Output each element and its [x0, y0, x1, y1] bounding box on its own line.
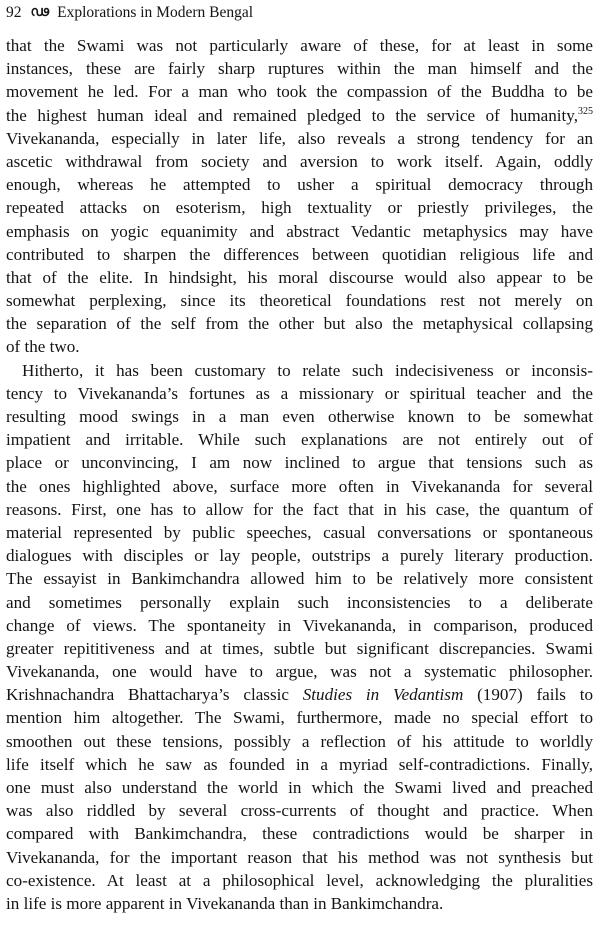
text-line: movement he led. For a man who took the compassion of the Buddha to be [6, 82, 593, 102]
text-line: impatient and irritable. While such explanations are not entirely out of [6, 430, 593, 450]
text-line: tency to Vivekananda’s fortunes as a missionary or spiritual teacher and the [6, 383, 593, 403]
ornament-glyph: ഢ [30, 5, 50, 20]
body-text [6, 34, 593, 915]
text-line: that the Swami was not particularly aware of these, for at least in some [6, 36, 593, 55]
line-text: (1907) fails to [463, 685, 593, 705]
page-number: 92 [6, 4, 22, 21]
text-line: instances, these are fairly sharp ruptures within the man himself and the [6, 59, 593, 79]
text-line: change of views. The spontaneity in Vivekananda, in comparison, produced [6, 615, 593, 635]
text-line: repeated attacks on esoterism, high textuality or priestly privileges, the [6, 198, 593, 218]
text-line: was also riddled by several cross-currents of thought and practice. When [6, 801, 593, 821]
text-line: somewhat perplexing, since its theoretical foundations rest not merely on [6, 291, 593, 311]
text-line [6, 104, 593, 127]
text-line: that of the elite. In hindsight, his moral discourse would also appear to be [6, 267, 593, 287]
text-line: The essayist in Bankimchandra allowed him to be relatively more consistent [6, 569, 593, 589]
text-line: of the two. [6, 337, 80, 357]
text-line: smoothen out these tensions, possibly a reflection of his attitude to worldly [6, 731, 593, 751]
paragraph [6, 359, 593, 916]
text-line: enough, whereas he attempted to usher a spiritual democracy through [6, 175, 593, 195]
text-line: contributed to sharpen the differences between quotidian religious life and [6, 244, 593, 264]
line-text: Krishnachandra Bhattacharya’s classic [6, 685, 289, 705]
paragraph [6, 34, 593, 359]
text-line: dialogues with disciples or lay people, outstrips a purely literary production. [6, 546, 593, 566]
text-line: greater repititiveness and at times, subtle but significant discrepancies. Swami [6, 638, 593, 658]
text-line: the separation of the self from the other but also the metaphysical collapsing [6, 314, 593, 334]
text-line: Vivekananda, especially in later life, also reveals a strong tendency for an [6, 128, 593, 148]
text-line: Hitherto, it has been customary to relate such indecisiveness or inconsis- [22, 360, 593, 380]
text-line: Vivekananda, one would have to argue, was not a systematic philosopher. [6, 662, 593, 682]
text-line: life itself which he saw as founded in a myriad self-contradictions. Finally, [6, 754, 593, 774]
text-line: one must also understand the world in which the Swami lived and preached [6, 778, 593, 797]
footnote-ref: 325 [578, 105, 593, 117]
text-line: compared with Bankimchandra, these contradictions would be sharper in [6, 824, 593, 844]
text-line: resulting mood swings in a man even otherwise known to be somewhat [6, 407, 593, 426]
text-line [6, 683, 593, 706]
book-title-italic: Studies in Vedantism [302, 685, 464, 705]
running-head [6, 0, 593, 26]
text-line: mention him altogether. The Swami, furthermore, made no special effort to [6, 708, 593, 728]
text-line: Vivekananda, for the important reason that his method was not synthesis but [6, 847, 593, 867]
text-line: co-existence. At least at a philosophical level, acknowledging the pluralities [6, 870, 593, 890]
text-line: emphasis on yogic equanimity and abstract Vedantic metaphysics may have [6, 221, 593, 241]
text-line: in life is more apparent in Vivekananda than in Bankimchandra. [6, 893, 444, 913]
text-line: place or unconvincing, I am now inclined to argue that tensions such as [6, 453, 593, 473]
text-line: ascetic withdrawal from society and aversion to work itself. Again, oddly [6, 151, 593, 171]
running-head-title: Explorations in Modern Bengal [57, 4, 254, 21]
text-line: material represented by public speeches, casual conversations or spontaneous [6, 522, 593, 542]
text-line: reasons. First, one has to allow for the fact that in his case, the quantum of [6, 499, 593, 519]
text-line: and sometimes personally explain such inconsistencies to a deliberate [6, 592, 593, 612]
line-text: the highest human ideal and remained pledged to the service of humanity, [6, 105, 578, 125]
text-line: the ones highlighted above, surface more often in Vivekananda for several [6, 476, 593, 496]
